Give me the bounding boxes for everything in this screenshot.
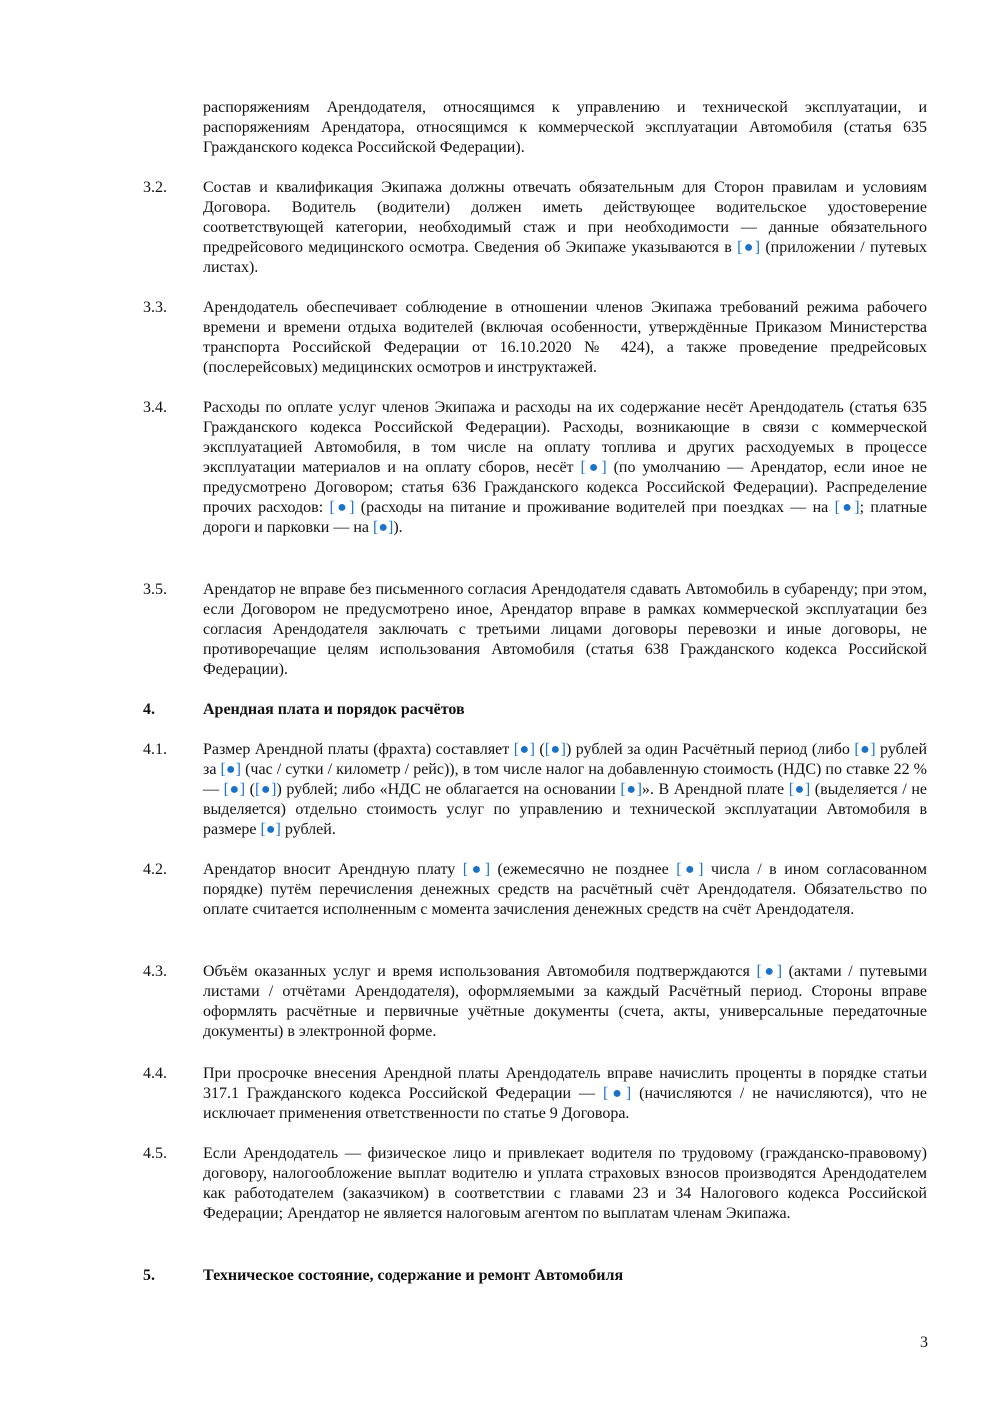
text-run: Арендная плата и порядок расчётов [203, 701, 465, 718]
clause [143, 740, 927, 840]
clause-text [203, 298, 927, 378]
clause [143, 962, 927, 1042]
text-run: (начисляются / не начисляются), что не исключает применения ответственности по статье 9 Договора. [203, 1085, 928, 1122]
clause-text [203, 1144, 927, 1224]
clause [143, 1064, 927, 1124]
placeholder-marker: [●] [620, 781, 642, 798]
text-run: Техническое состояние, содержание и ремонт Автомобиля [203, 1267, 624, 1284]
placeholder-marker: [●] [223, 781, 246, 798]
text-run: ) рублей; либо «НДС не облагается на основании [276, 781, 621, 798]
text-run: Арендатор вносит Арендную плату [203, 861, 463, 878]
text-run: Объём оказанных услуг и время использования Автомобиля подтверждаются [203, 963, 757, 980]
clause-number: 4. [143, 701, 155, 718]
text-run: ( [534, 741, 545, 758]
text-run: ». В Арендной плате [641, 781, 789, 798]
placeholder-marker: [●] [788, 781, 811, 798]
clause-number: 4.2. [143, 861, 167, 878]
clause-number: 4.5. [143, 1145, 167, 1162]
clause-number: 3.3. [143, 299, 167, 316]
clause-number: 4.4. [143, 1065, 167, 1082]
text-run: Расходы по оплате услуг членов Экипажа и расходы на их содержание несёт Арендодатель (статья 635 Гражданского кодекса Российской Федерации). Расходы, возникающие в связи с коммерческой эксплуатацией Автомобиля, в том числе на оплату топлива и других расходуемых в процессе эксплуатации материалов и на оплату сборов, несёт [203, 399, 927, 476]
page-number: 3 [920, 1334, 928, 1351]
text-run: ( [245, 781, 255, 798]
placeholder-marker: [●] [329, 499, 355, 516]
text-run: (актами / путевыми листами / отчётами Арендодателя), оформляемыми за каждый Расчётный период. Стороны вправе оформлять расчётные и первичные учётные документы (счета, акты, универсальные передаточные документы) в электронной форме. [203, 963, 928, 1040]
heading-text [203, 700, 927, 720]
clause [143, 860, 927, 920]
clause-number: 4.3. [143, 963, 167, 980]
clause-text [203, 962, 927, 1042]
text-run: (по умолчанию — Арендатор, если иное не предусмотрено Договором; статья 636 Гражданского кодекса Российской Федерации). Распределение прочих расходов: [203, 459, 927, 516]
text-run: (приложении / путевых листах). [203, 239, 928, 276]
placeholder-marker: [●] [462, 861, 491, 878]
section-heading [143, 700, 927, 720]
clause-number: 3.5. [143, 581, 167, 598]
placeholder-marker: [●] [373, 519, 394, 536]
text-run: Состав и квалификация Экипажа должны отвечать обязательным для Сторон правилам и условиям Договора. Водитель (водители) должен иметь действующее водительское удостоверение соответствующей категории, необходимый стаж и при необходимости — данные обязательного предрейсового медицинского осмотра. Сведения об Экипаже указываются в [203, 179, 927, 256]
clause [143, 580, 927, 680]
placeholder-marker: [●] [544, 741, 566, 758]
text-run: (час / сутки / километр / рейс)), в том числе налог на добавленную стоимость (НДС) по ставке 22 % — [203, 761, 928, 798]
placeholder-marker: [●] [834, 499, 860, 516]
text-run: Арендатор не вправе без письменного согласия Арендодателя сдавать Автомобиль в субаренду; при этом, если Договором не предусмотрено иное, Арендатор вправе в рамках коммерческой эксплуатации без согласия Арендодателя заключать с третьими лицами договоры перевозки и иные договоры, не противоречащие целям использования Автомобиля (статья 638 Гражданского кодекса Российской Федерации). [203, 581, 927, 678]
clause-text [203, 580, 927, 680]
clause-text [203, 1064, 927, 1124]
text-run: распоряжениям Арендодателя, относящимся к управлению и технической эксплуатации, и распоряжениям Арендатора, относящимся к коммерческой эксплуатации Автомобиля (статья 635 Гражданского кодекса Российской Федерации). [203, 99, 927, 156]
placeholder-marker: [●] [602, 1085, 632, 1102]
clause-number: 4.1. [143, 741, 167, 758]
text-run: ) рублей за один Расчётный период (либо [565, 741, 855, 758]
placeholder-marker: [●] [737, 239, 761, 256]
text-run: Если Арендодатель — физическое лицо и привлекает водителя по трудовому (гражданско-правовому) договору, налогообложение выплат водителю и уплата страховых взносов производятся Арендодателем как работодателем (заказчиком) в соответствии с главами 23 и 34 Налогового кодекса Российской Федерации; Арендатор не является налоговым агентом по выплатам членам Экипажа. [203, 1145, 927, 1222]
text-run: ). [393, 519, 403, 536]
text-run: числа / в ином согласованном порядке) путём перечисления денежных средств на расчётный счёт Арендодателя. Обязательство по оплате считается исполненным с момента зачисления денежных средств на счёт Арендодателя. [203, 861, 928, 918]
text-run: (расходы на питание и проживание водителей при поездках — на [354, 499, 835, 516]
clause-text [203, 98, 927, 158]
placeholder-marker: [●] [756, 963, 783, 980]
clause-number: 3.2. [143, 179, 167, 196]
clause [143, 1144, 927, 1224]
section-heading [143, 1266, 927, 1286]
placeholder-marker: [●] [254, 781, 277, 798]
clause-text [203, 178, 927, 278]
clause [143, 178, 927, 278]
text-run: Арендодатель обеспечивает соблюдение в отношении членов Экипажа требований режима рабочего времени и времени отдыха водителей (включая особенности, утверждённые Приказом Министерства транспорта Российской Федерации от 16.10.2020 № 424), а также проведение предрейсовых (послерейсовых) медицинских осмотров и инструктажей. [203, 299, 927, 376]
clause-text [203, 398, 927, 538]
text-run: рублей. [280, 821, 336, 838]
clause-text [203, 860, 927, 920]
heading-text [203, 1266, 927, 1286]
text-run: ; платные дороги и парковки — на [203, 499, 928, 536]
clause-number: 3.4. [143, 399, 167, 416]
placeholder-marker: [●] [676, 861, 704, 878]
placeholder-marker: [●] [580, 459, 607, 476]
clause-number: 5. [143, 1267, 155, 1284]
clause-text [203, 740, 927, 840]
text-run: рублей за [203, 741, 928, 778]
text-run: (выделяется / не выделяется) отдельно стоимость услуг по управлению и технической эксплуатации Автомобиля в размере [203, 781, 927, 838]
clause [143, 398, 927, 538]
text-run: Размер Арендной платы (фрахта) составляет [203, 741, 514, 758]
clause [143, 298, 927, 378]
text-run: При просрочке внесения Арендной платы Арендодатель вправе начислить проценты в порядке статьи 317.1 Гражданского кодекса Российской Федерации — [203, 1065, 927, 1102]
placeholder-marker: [●] [854, 741, 876, 758]
placeholder-marker: [●] [260, 821, 281, 838]
placeholder-marker: [●] [513, 741, 535, 758]
clause-continuation [143, 98, 927, 158]
placeholder-marker: [●] [220, 761, 242, 778]
text-run: (ежемесячно не позднее [490, 861, 677, 878]
